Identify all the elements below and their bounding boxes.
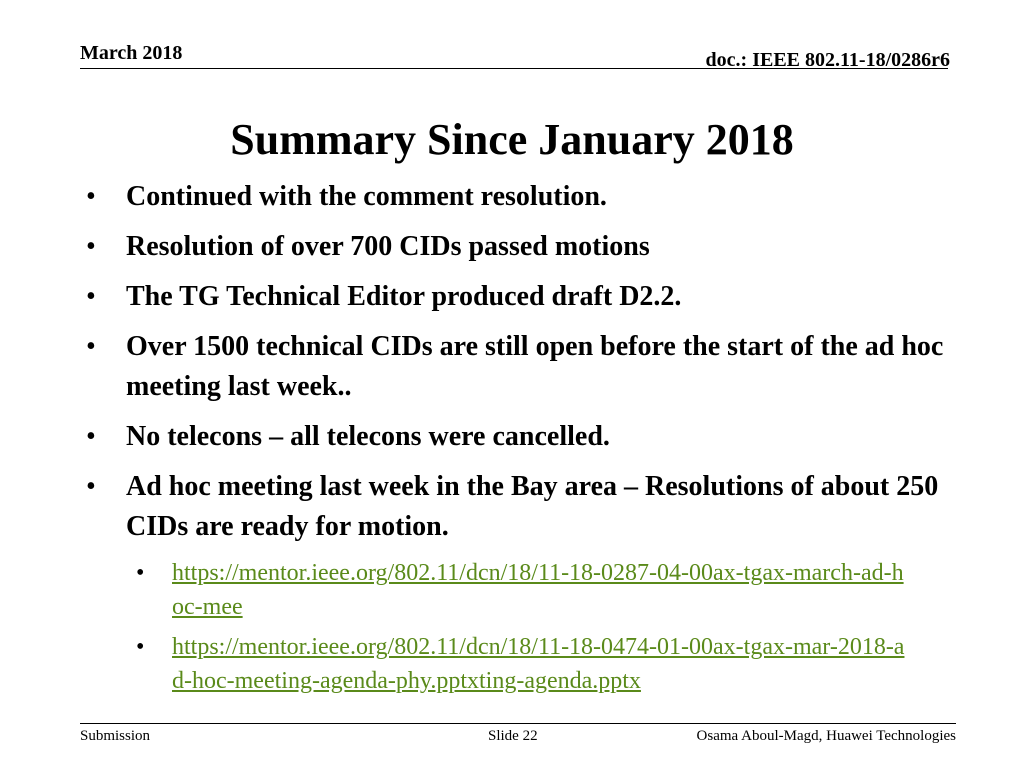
header-date: March 2018 [80, 42, 183, 64]
sub-bullet-dot-icon: • [136, 634, 145, 660]
bullet-text: No telecons – all telecons were cancelled. [126, 421, 610, 452]
bullet-item [80, 277, 960, 317]
bullet-item [80, 327, 960, 407]
bullet-item [80, 417, 960, 457]
bullet-text: Continued with the comment resolution. [126, 181, 607, 212]
bullet-list [80, 177, 960, 557]
bullet-text: Resolution of over 700 CIDs passed motions [126, 231, 650, 262]
bullet-dot-icon: • [86, 421, 96, 452]
link-item [126, 630, 906, 698]
bullet-item [80, 227, 960, 267]
bullet-dot-icon: • [86, 181, 96, 212]
bullet-dot-icon: • [86, 471, 96, 502]
slide-title: Summary Since January 2018 [230, 115, 794, 164]
footer-slide-number: Slide 22 [488, 728, 538, 744]
bullet-text: Over 1500 technical CIDs are still open before the start of the ad hoc meeting last week.. [126, 331, 944, 402]
bullet-dot-icon: • [86, 231, 96, 262]
bullet-item [80, 467, 960, 547]
bullet-item [80, 177, 960, 217]
agenda-link-mac[interactable]: https://mentor.ieee.org/802.11/dcn/18/11-18-0287-04-00ax-tgax-march-ad-hoc-mee [172, 560, 904, 620]
bullet-dot-icon: • [86, 331, 96, 362]
bullet-dot-icon: • [86, 281, 96, 312]
footer-divider [80, 723, 956, 724]
link-list [126, 556, 906, 704]
header-doc-id: doc.: IEEE 802.11-18/0286r6 [705, 49, 950, 71]
agenda-link-phy[interactable]: https://mentor.ieee.org/802.11/dcn/18/11-18-0474-01-00ax-tgax-mar-2018-ad-hoc-meeting-agenda-phy.pptxting-agenda.pptx [172, 634, 905, 694]
header-divider [80, 68, 948, 69]
footer-submission: Submission [80, 728, 151, 744]
sub-bullet-dot-icon: • [136, 560, 145, 586]
bullet-text: Ad hoc meeting last week in the Bay area – Resolutions of about 250 CIDs are ready for motion. [126, 471, 939, 542]
link-item [126, 556, 906, 624]
footer-author: Osama Aboul-Magd, Huawei Technologies [696, 728, 956, 744]
bullet-text: The TG Technical Editor produced draft D2.2. [126, 281, 682, 312]
